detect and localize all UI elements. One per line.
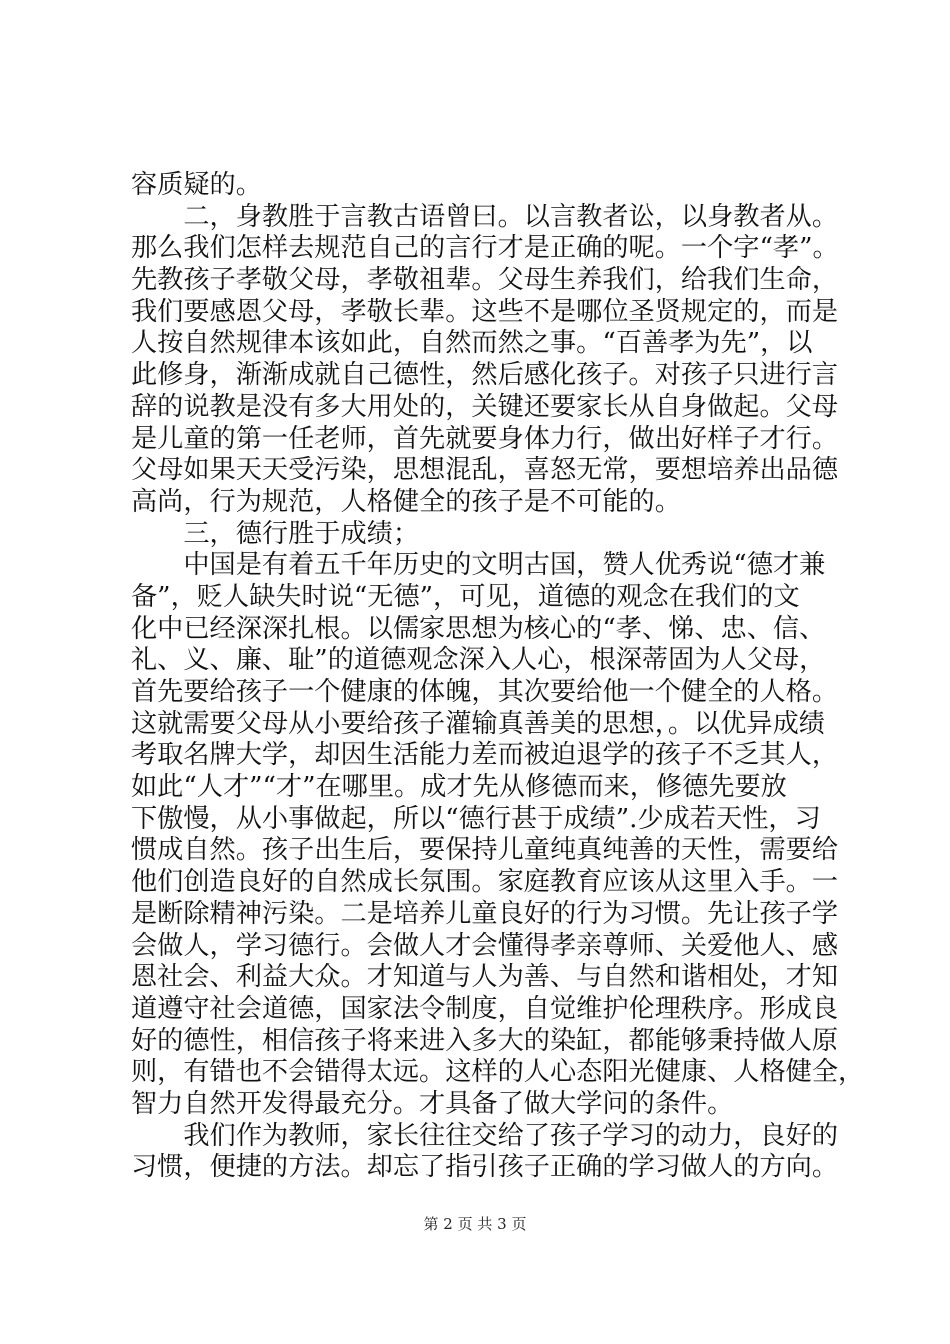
document-body: [131, 170, 865, 1184]
text-line: 礼、义、廉、耻”的道德观念深入人心，根深蒂固为人父母，: [131, 645, 826, 676]
text-line: 智力自然开发得最充分。才具备了做大学问的条件。: [131, 1088, 734, 1119]
text-line: 会做人，学习德行。会做人才会懂得孝亲尊师、关爱他人、感: [131, 930, 839, 961]
text-line: 我们要感恩父母，孝敬长辈。这些不是哪位圣贤规定的，而是: [131, 296, 839, 327]
text-line: 备”，贬人缺失时说“无德”，可见，道德的观念在我们的文: [131, 581, 800, 612]
text-line: 恩社会、利益大众。才知道与人为善、与自然和谐相处，才知: [131, 962, 839, 993]
text-line: 三，德行胜于成绩；: [131, 518, 420, 549]
text-line: 如此“人才”“才”在哪里。成才先从修德而来，修德先要放: [131, 772, 787, 803]
text-line: 是断除精神污染。二是培养儿童良好的行为习惯。先让孩子学: [131, 898, 839, 929]
text-line: 我们作为教师，家长往往交给了孩子学习的动力，良好的: [131, 1120, 839, 1151]
text-line: 下傲慢，从小事做起，所以“德行甚于成绩”.少成若天性，习: [131, 803, 821, 834]
text-line: 好的德性，相信孩子将来进入多大的染缸，都能够秉持做人原: [131, 1025, 839, 1056]
page-number-footer: 第 2 页 共 3 页: [423, 1215, 527, 1233]
text-line: 是儿童的第一任老师，首先就要身体力行，做出好样子才行。: [131, 423, 839, 454]
text-line: 先教孩子孝敬父母，孝敬祖辈。父母生养我们，给我们生命，: [131, 265, 839, 296]
text-line: 化中已经深深扎根。以儒家思想为核心的“孝、悌、忠、信、: [131, 613, 826, 644]
text-line: 高尚，行为规范，人格健全的孩子是不可能的。: [131, 486, 681, 517]
text-line: 辞的说教是没有多大用处的，关键还要家长从自身做起。父母: [131, 391, 839, 422]
text-line: 中国是有着五千年历史的文明古国，赞人优秀说“德才兼: [131, 550, 826, 581]
text-line: 那么我们怎样去规范自己的言行才是正确的呢。一个字“孝”。: [131, 233, 839, 264]
text-line: 这就需要父母从小要给孩子灌输真善美的思想，。以优异成绩: [131, 708, 825, 739]
text-line: 则，有错也不会错得太远。这样的人心态阳光健康、人格健全，: [131, 1057, 865, 1088]
text-line: 考取名牌大学，却因生活能力差而被迫退学的孩子不乏其人，: [131, 740, 839, 771]
text-line: 惯成自然。孩子出生后，要保持儿童纯真纯善的天性，需要给: [131, 835, 839, 866]
text-line: 容质疑的。: [131, 170, 262, 200]
text-line: 此修身，渐渐成就自己德性，然后感化孩子。对孩子只进行言: [131, 360, 839, 391]
text-line: 他们创造良好的自然成长氛围。家庭教育应该从这里入手。一: [131, 867, 839, 898]
text-line: 二，身教胜于言教古语曾曰。以言教者讼，以身教者从。: [131, 201, 839, 232]
text-line: 道遵守社会道德，国家法令制度，自觉维护伦理秩序。形成良: [131, 993, 839, 1024]
text-line: 习惯，便捷的方法。却忘了指引孩子正确的学习做人的方向。: [131, 1152, 839, 1183]
text-line: 人按自然规律本该如此，自然而然之事。“百善孝为先”，以: [131, 328, 813, 359]
text-line: 父母如果天天受污染，思想混乱，喜怒无常，要想培养出品德: [131, 455, 839, 486]
text-line: 首先要给孩子一个健康的体魄，其次要给他一个健全的人格。: [131, 677, 839, 707]
